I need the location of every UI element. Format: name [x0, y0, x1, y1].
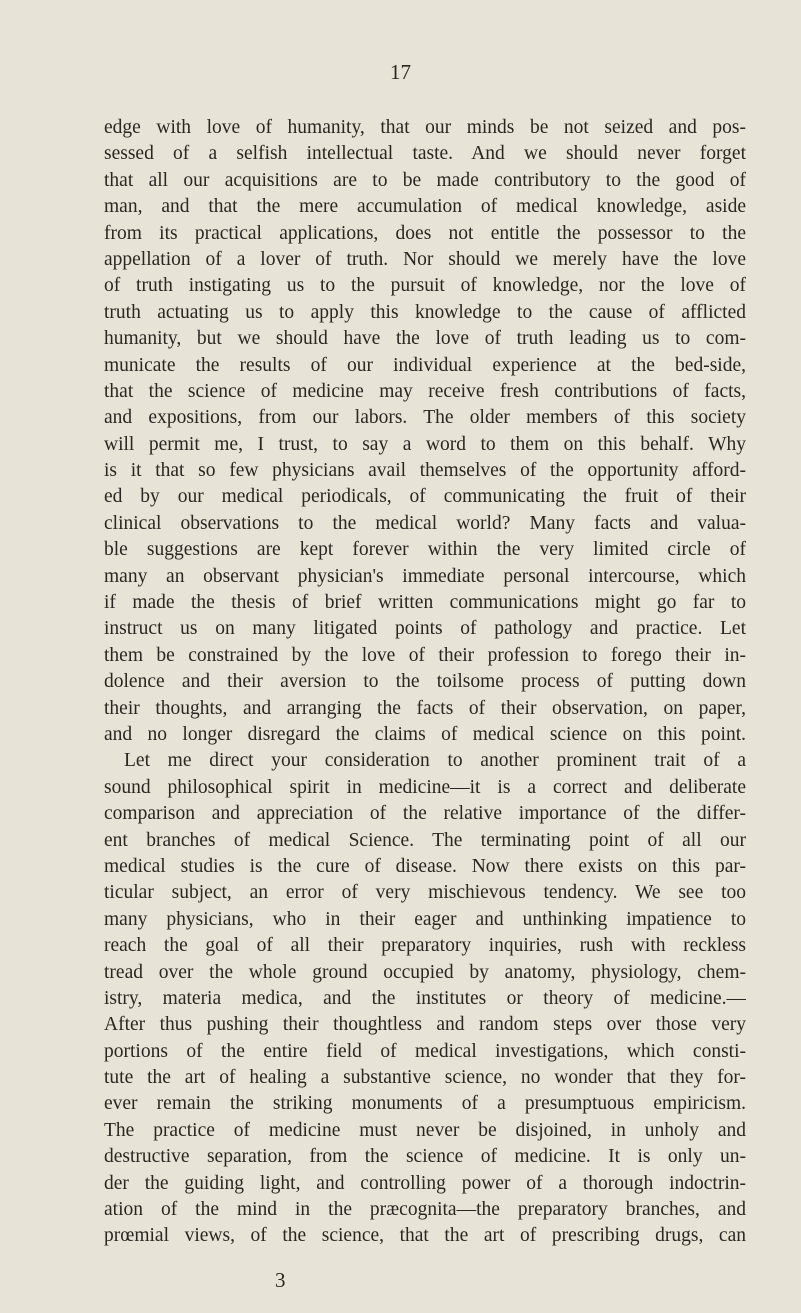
text-line: them be constrained by the love of their profession to forego their in-	[104, 644, 746, 666]
text-line: reach the goal of all their preparatory inquiries, rush with reckless	[104, 935, 746, 957]
text-line: and no longer disregard the claims of medical science on this point.	[104, 723, 746, 745]
text-line: of truth instigating us to the pursuit of knowledge, nor the love of	[104, 275, 746, 297]
text-line: The practice of medicine must never be disjoined, in unholy and	[104, 1119, 746, 1141]
text-line: truth actuating us to apply this knowledge to the cause of afflicted	[104, 301, 746, 323]
text-line: man, and that the mere accumulation of medical knowledge, aside	[104, 196, 746, 218]
text-line: ent branches of medical Science. The terminating point of all our	[104, 829, 746, 851]
text-line: ed by our medical periodicals, of communicating the fruit of their	[104, 486, 746, 508]
text-line: Let me direct your consideration to another prominent trait of a	[124, 750, 746, 772]
text-line: and expositions, from our labors. The older members of this society	[104, 407, 746, 429]
text-line: municate the results of our individual experience at the bed-side,	[104, 354, 746, 376]
text-line: medical studies is the cure of disease. Now there exists on this par-	[104, 855, 746, 877]
signature-mark: 3	[275, 1268, 286, 1292]
text-line: ation of the mind in the præcognita—the preparatory branches, and	[104, 1199, 746, 1221]
text-line: that all our acquisitions are to be made contributory to the good of	[104, 169, 746, 191]
body-text	[104, 115, 746, 1250]
text-line: from its practical applications, does not entitle the possessor to the	[104, 222, 746, 244]
text-line: humanity, but we should have the love of truth leading us to com-	[104, 328, 746, 350]
page-number: 17	[390, 60, 411, 84]
text-line: ticular subject, an error of very mischievous tendency. We see too	[104, 882, 746, 904]
text-line: ble suggestions are kept forever within the very limited circle of	[104, 539, 746, 561]
text-line: destructive separation, from the science of medicine. It is only un-	[104, 1146, 746, 1168]
text-line: tute the art of healing a substantive science, no wonder that they for-	[104, 1067, 746, 1089]
text-line: that the science of medicine may receive fresh contributions of facts,	[104, 380, 746, 402]
text-line: ever remain the striking monuments of a presumptuous empiricism.	[104, 1093, 746, 1115]
text-line: if made the thesis of brief written communications might go far to	[104, 592, 746, 614]
text-line: many an observant physician's immediate personal intercourse, which	[104, 565, 746, 587]
text-line: instruct us on many litigated points of pathology and practice. Let	[104, 618, 746, 640]
text-line: prœmial views, of the science, that the art of prescribing drugs, can	[104, 1225, 746, 1247]
text-line: appellation of a lover of truth. Nor should we merely have the love	[104, 248, 746, 270]
text-line: portions of the entire field of medical investigations, which consti-	[104, 1040, 746, 1062]
text-line: comparison and appreciation of the relative importance of the differ-	[104, 803, 746, 825]
text-line: clinical observations to the medical world? Many facts and valua-	[104, 512, 746, 534]
text-line: sound philosophical spirit in medicine—it is a correct and deliberate	[104, 776, 746, 798]
text-line: istry, materia medica, and the institutes or theory of medicine.—	[104, 987, 746, 1009]
text-line: is it that so few physicians avail themselves of the opportunity afford-	[104, 460, 746, 482]
text-line: many physicians, who in their eager and unthinking impatience to	[104, 908, 746, 930]
text-line: tread over the whole ground occupied by anatomy, physiology, chem-	[104, 961, 746, 983]
text-line: der the guiding light, and controlling power of a thorough indoctrin-	[104, 1172, 746, 1194]
text-line: edge with love of humanity, that our minds be not seized and pos-	[104, 117, 746, 138]
text-line: will permit me, I trust, to say a word to them on this behalf. Why	[104, 433, 746, 455]
text-line: sessed of a selfish intellectual taste. And we should never forget	[104, 143, 746, 165]
text-line: After thus pushing their thoughtless and random steps over those very	[104, 1014, 746, 1036]
text-line: dolence and their aversion to the toilsome process of putting down	[104, 671, 746, 693]
text-line: their thoughts, and arranging the facts of their observation, on paper,	[104, 697, 746, 719]
